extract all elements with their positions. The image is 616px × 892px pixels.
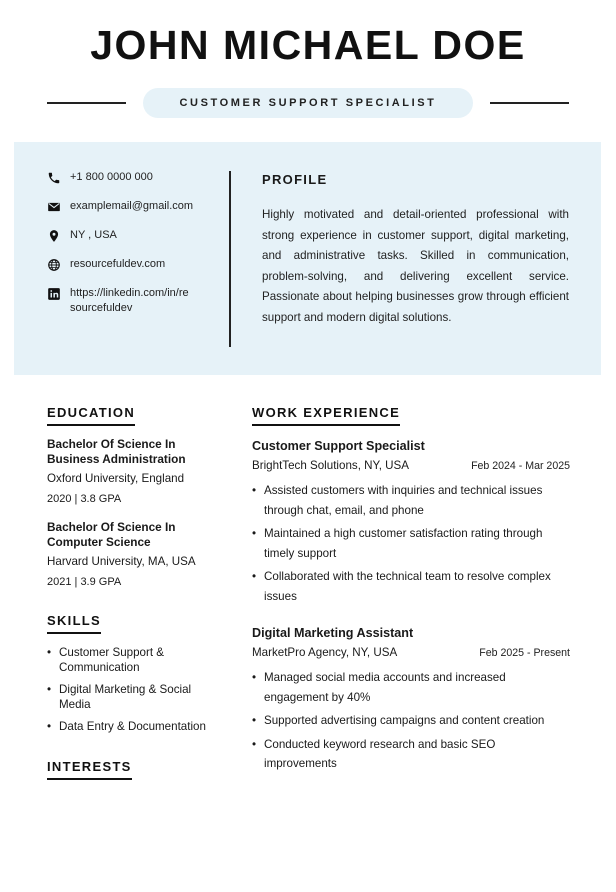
- job-dates: Feb 2024 - Mar 2025: [471, 460, 570, 472]
- job-bullets: [252, 668, 570, 774]
- interests-heading: INTERESTS: [47, 759, 132, 780]
- contact-email-text: examplemail@gmail.com: [70, 200, 194, 212]
- globe-icon: [47, 258, 61, 272]
- job-dates: Feb 2025 - Present: [479, 647, 570, 659]
- skills-heading: SKILLS: [47, 613, 101, 634]
- contact-phone: [47, 170, 207, 185]
- profile-text: Highly motivated and detail-oriented professional with strong experience in customer support, digital marketing, and administrative tasks. Skilled in communication, problem-solving, and delivering excellent service. Passionate about helping businesses grow through efficient support and modern digital solutions.: [262, 208, 569, 324]
- education-year: 2021 | 3.9 GPA: [47, 576, 122, 588]
- education-heading: EDUCATION: [47, 405, 135, 426]
- education-section: [47, 404, 217, 589]
- contact-location: [47, 228, 207, 243]
- job-title-badge: CUSTOMER SUPPORT SPECIALIST: [143, 88, 473, 118]
- contact-list: [47, 170, 207, 330]
- job-bullet: • Managed social media accounts and increased engagement by 40%: [252, 668, 570, 707]
- contact-website: [47, 257, 207, 272]
- job-bullets: [252, 481, 570, 606]
- profile-heading: PROFILE: [262, 172, 328, 187]
- education-entry: [47, 520, 217, 589]
- skill-item: • Customer Support & Communication: [47, 646, 217, 675]
- job-title: Digital Marketing Assistant: [252, 626, 414, 640]
- job-entry: [252, 626, 570, 774]
- education-school: Oxford University, England: [47, 472, 185, 485]
- skills-section: [47, 612, 217, 735]
- job-bullet: • Assisted customers with inquiries and technical issues through chat, email, and phone: [252, 481, 570, 520]
- education-entry: [47, 437, 217, 506]
- left-column: [47, 404, 217, 780]
- education-degree: Bachelor Of Science In Computer Science: [47, 520, 176, 549]
- contact-linkedin: [47, 286, 207, 316]
- title-divider-right: [490, 102, 569, 104]
- skill-item: • Data Entry & Documentation: [47, 720, 217, 735]
- education-degree: Bachelor Of Science In Business Administration: [47, 437, 186, 466]
- right-column: [252, 404, 570, 778]
- job-company: MarketPro Agency, NY, USA: [252, 646, 398, 659]
- job-bullet: • Collaborated with the technical team to resolve complex issues: [252, 567, 570, 606]
- contact-profile-band: [14, 142, 601, 375]
- education-school: Harvard University, MA, USA: [47, 555, 196, 568]
- title-divider-left: [47, 102, 126, 104]
- job-entry: [252, 439, 570, 606]
- phone-icon: [47, 171, 61, 185]
- job-bullet: • Maintained a high customer satisfaction rating through timely support: [252, 524, 570, 563]
- contact-linkedin-text: https://linkedin.com/in/re sourcefuldev: [70, 287, 189, 314]
- location-icon: [47, 229, 61, 243]
- resume-name: JOHN MICHAEL DOE: [90, 22, 526, 68]
- email-icon: [47, 200, 61, 214]
- job-meta: [252, 646, 570, 659]
- education-year: 2020 | 3.8 GPA: [47, 493, 122, 505]
- linkedin-icon: [47, 287, 61, 301]
- band-divider: [229, 171, 231, 347]
- job-title: Customer Support Specialist: [252, 439, 425, 453]
- contact-website-text: resourcefuldev.com: [70, 258, 166, 270]
- job-meta: [252, 459, 570, 472]
- title-row: [0, 88, 616, 118]
- experience-heading: WORK EXPERIENCE: [252, 405, 400, 426]
- contact-email: [47, 199, 207, 214]
- contact-phone-text: +1 800 0000 000: [70, 171, 153, 183]
- job-bullet: • Supported advertising campaigns and content creation: [252, 711, 570, 731]
- job-bullet: • Conducted keyword research and basic SEO improvements: [252, 735, 570, 774]
- contact-location-text: NY , USA: [70, 229, 117, 241]
- skills-list: [47, 646, 217, 735]
- profile-section: [262, 172, 569, 328]
- job-company: BrightTech Solutions, NY, USA: [252, 459, 410, 472]
- interests-section: [47, 758, 217, 780]
- skill-item: • Digital Marketing & Social Media: [47, 683, 217, 712]
